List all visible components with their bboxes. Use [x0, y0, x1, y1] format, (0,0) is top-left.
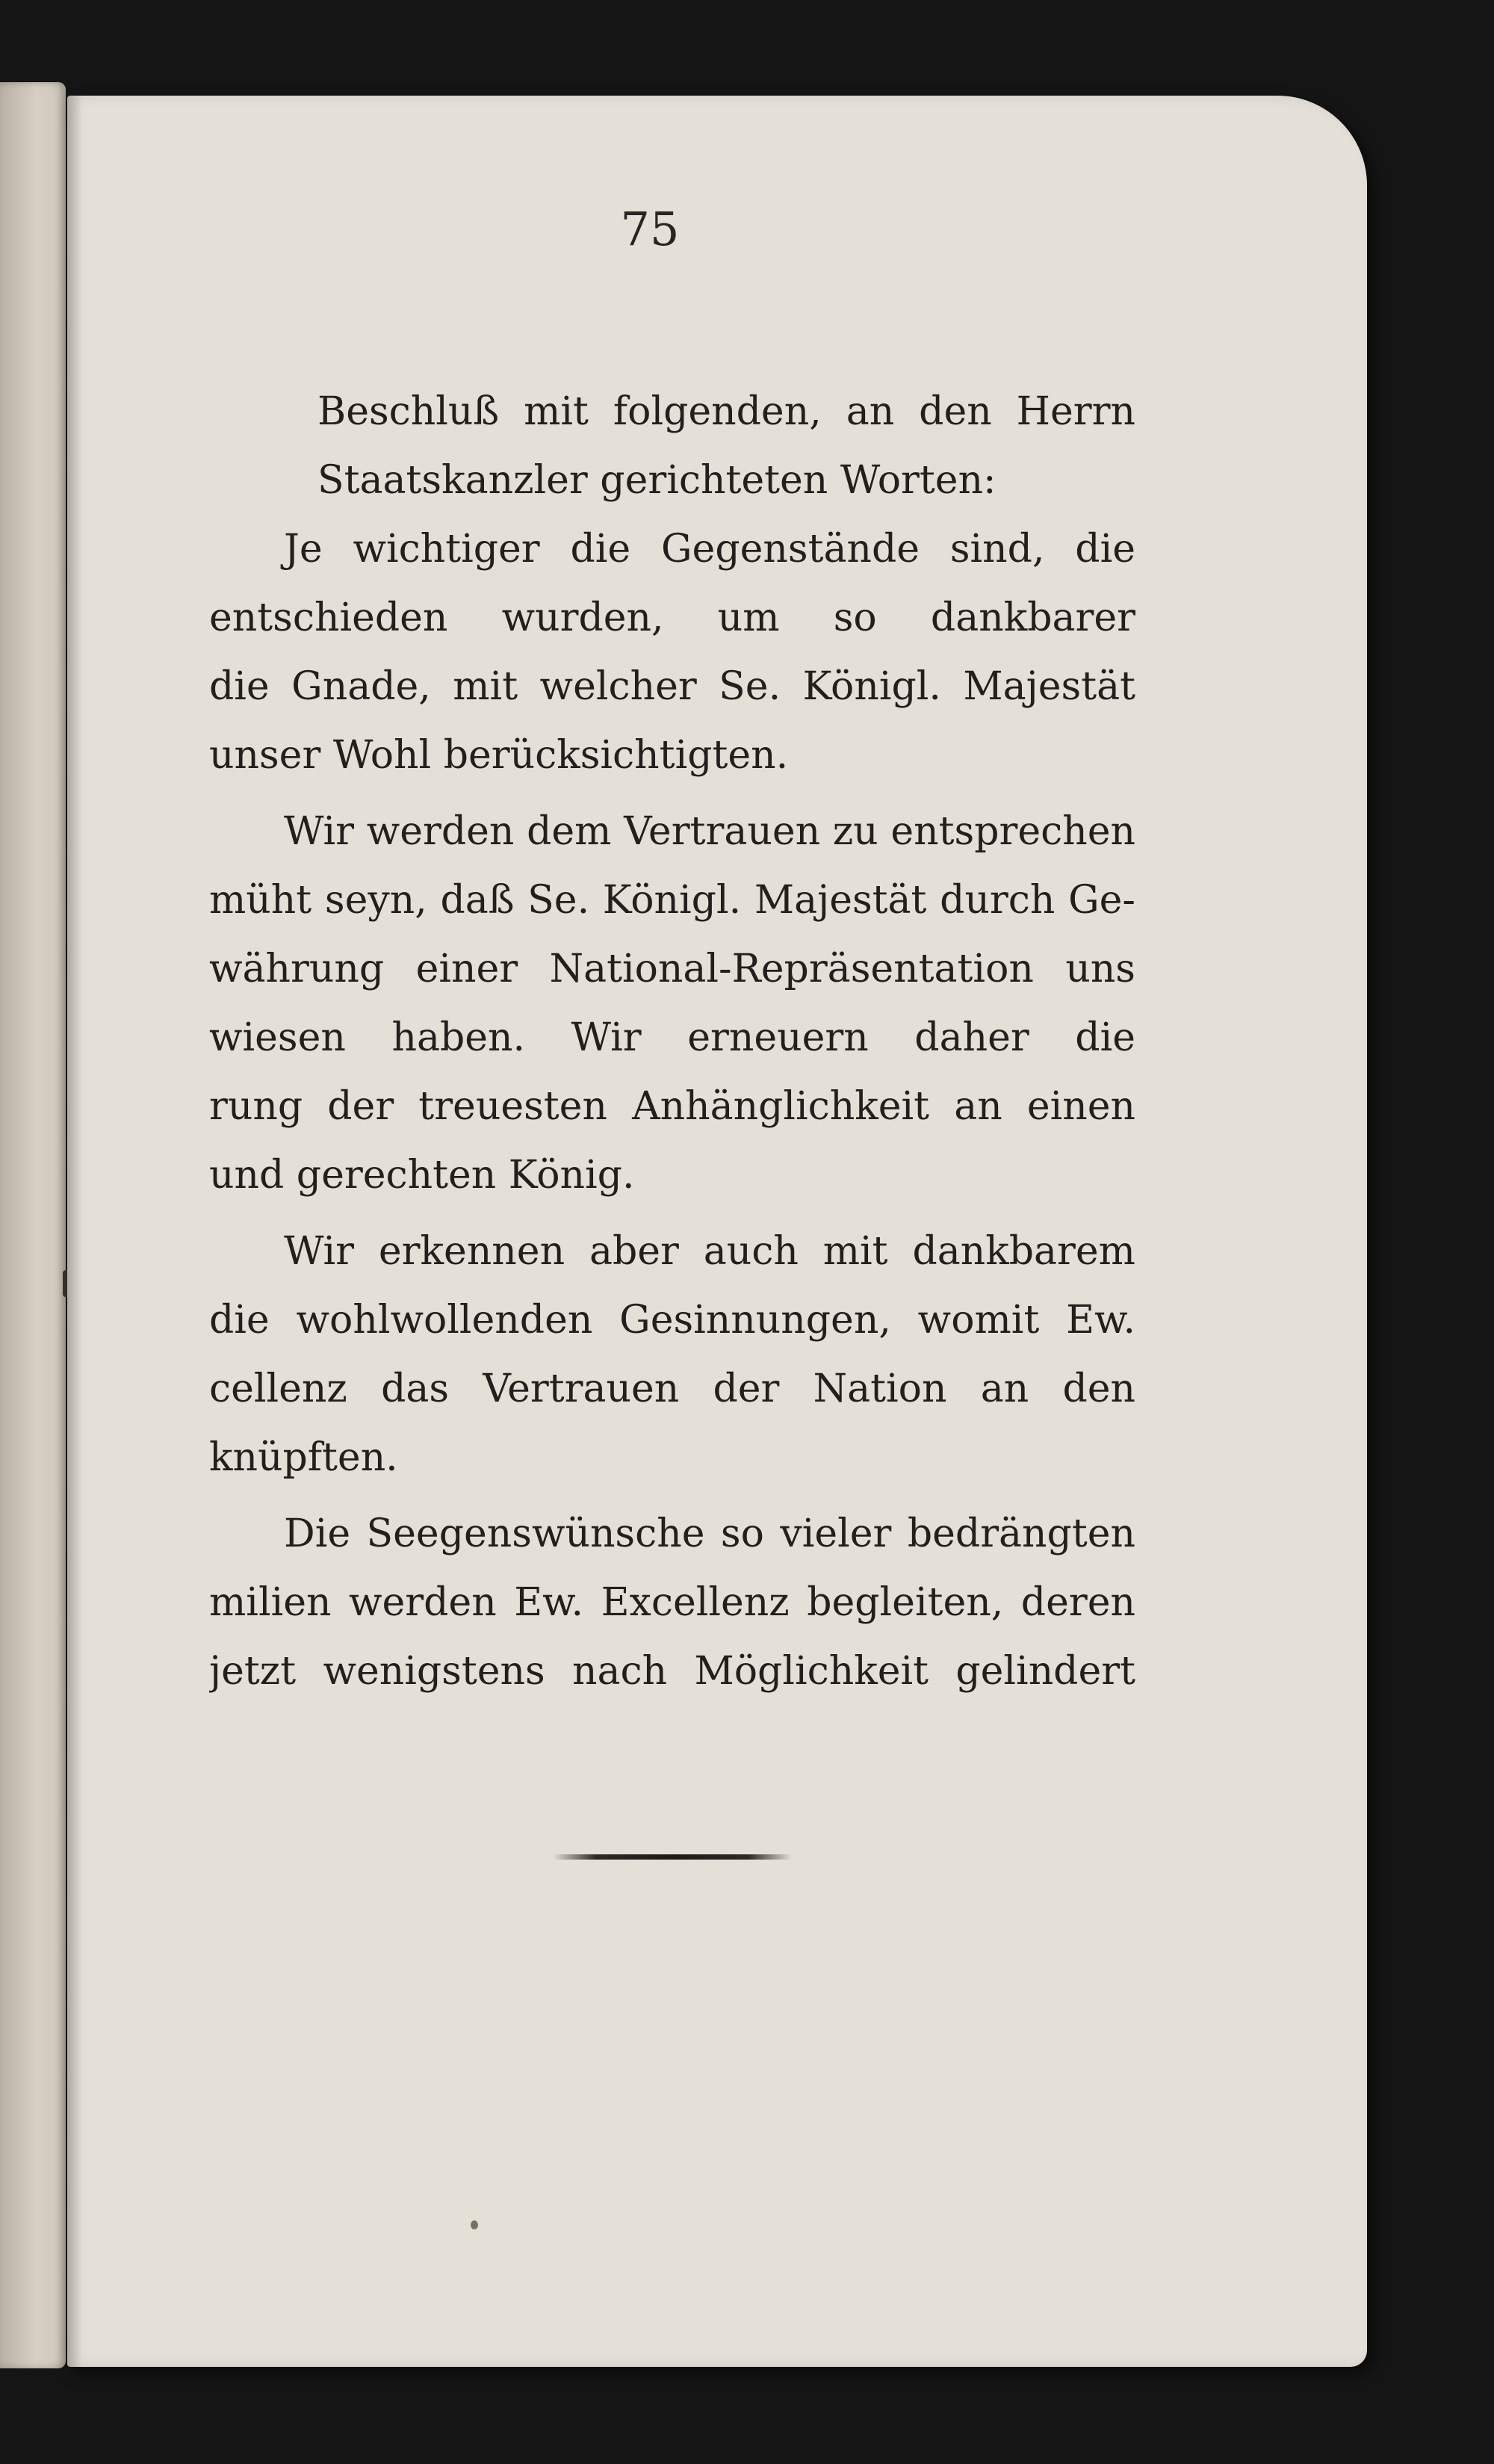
text-line: cellenz das Vertrauen der Nation an den [209, 1366, 1135, 1411]
text-line: und gerechten König. [209, 1153, 635, 1198]
text-line: Die Seegenswünsche so vieler bedrängten [284, 1511, 1135, 1556]
text-line: unser Wohl berücksichtigten. [209, 733, 789, 778]
paper-smudge [471, 2220, 478, 2229]
page-gutter-shadow [67, 96, 82, 2367]
text-line: Beschluß mit folgenden, an den Herrn [317, 389, 1135, 434]
text-line: entschieden wurden, um so dankbarer [209, 595, 1135, 640]
end-rule-divider [553, 1854, 792, 1860]
text-line: müht seyn, daß Se. Königl. Majestät durch Ge- [209, 878, 1135, 923]
text-line: Wir werden dem Vertrauen zu entsprechen [284, 809, 1135, 854]
text-line: die wohlwollenden Gesinnungen, womit Ew. [209, 1298, 1135, 1343]
page-text [209, 377, 1135, 1706]
text-line: rung der treuesten Anhänglichkeit an einen [209, 1084, 1135, 1129]
text-line: milien werden Ew. Excellenz begleiten, deren [209, 1580, 1135, 1625]
page-number: 75 [620, 202, 680, 256]
text-line: Staatskanzler gerichteten Worten: [317, 458, 996, 503]
text-line: jetzt wenigstens nach Möglichkeit gelindert [209, 1649, 1135, 1694]
text-line: knüpften. [209, 1435, 398, 1480]
text-line: Je wichtiger die Gegenstände sind, die [284, 527, 1135, 572]
text-line: Wir erkennen aber auch mit dankbarem [284, 1229, 1135, 1274]
facing-page-edge [0, 82, 66, 2368]
text-line: die Gnade, mit welcher Se. Königl. Majestät [209, 664, 1135, 709]
text-line: wiesen haben. Wir erneuern daher die [209, 1015, 1135, 1060]
text-line: währung einer National-Repräsentation uns [209, 947, 1135, 991]
